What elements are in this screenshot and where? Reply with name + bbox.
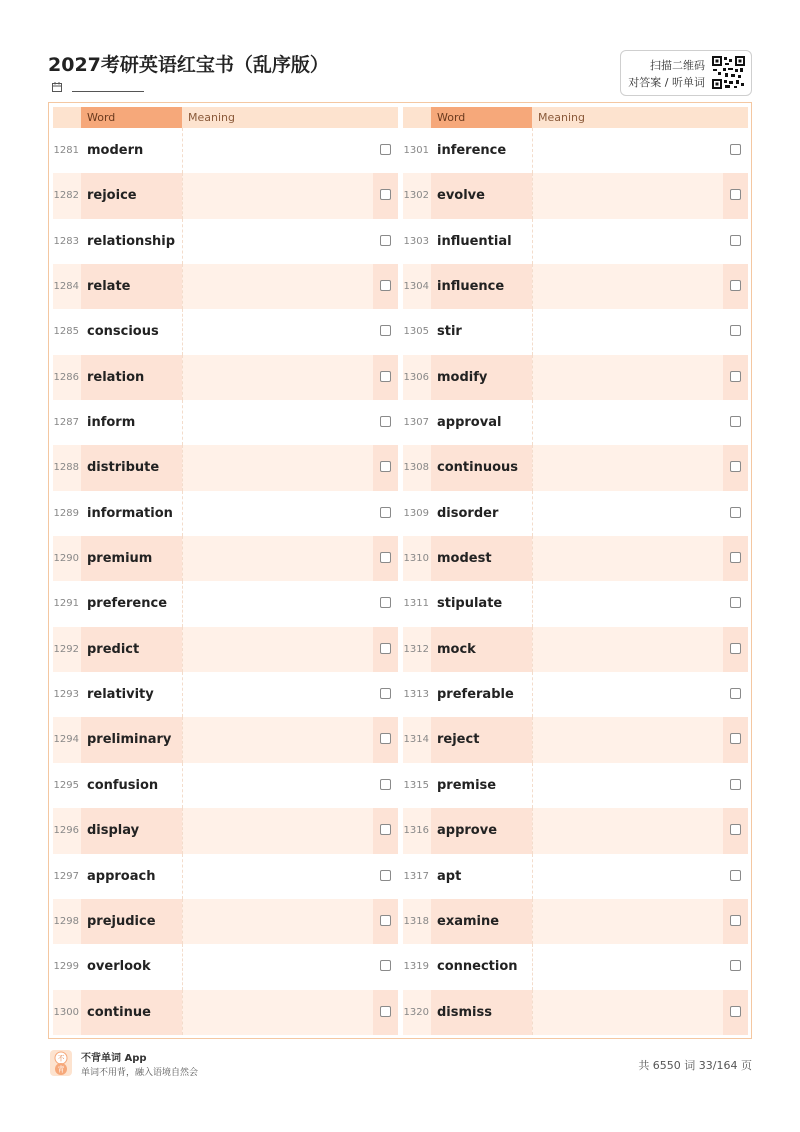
word-text: overlook: [87, 959, 151, 975]
meaning-cell[interactable]: [532, 899, 724, 944]
header-check-cell: [723, 107, 748, 128]
checkbox[interactable]: [730, 733, 741, 744]
meaning-cell[interactable]: [182, 445, 374, 490]
word-number: 1300: [53, 1006, 79, 1018]
checkbox[interactable]: [730, 461, 741, 472]
word-text: rejoice: [87, 188, 137, 204]
qr-panel[interactable]: [620, 50, 752, 96]
checkbox[interactable]: [380, 325, 391, 336]
meaning-cell[interactable]: [182, 990, 374, 1035]
checkbox[interactable]: [380, 507, 391, 518]
table-row: [53, 808, 398, 853]
meaning-cell[interactable]: [182, 672, 374, 717]
svg-text:背: 背: [57, 1065, 65, 1074]
meaning-cell[interactable]: [182, 808, 374, 853]
table-body: [403, 128, 748, 1035]
table-row: [53, 264, 398, 309]
word-text: approach: [87, 868, 156, 884]
table-row: [403, 536, 748, 581]
checkbox[interactable]: [730, 779, 741, 790]
word-text: relation: [87, 369, 145, 385]
meaning-cell[interactable]: [532, 445, 724, 490]
word-number: 1313: [403, 689, 429, 701]
word-number: 1281: [53, 145, 79, 156]
table-row: [403, 581, 748, 626]
table-row: [403, 128, 748, 173]
checkbox[interactable]: [730, 643, 741, 654]
vocab-table-right: [403, 107, 748, 1035]
checkbox[interactable]: [730, 235, 741, 246]
meaning-cell[interactable]: [532, 536, 724, 581]
meaning-cell[interactable]: [182, 717, 374, 762]
word-text: predict: [87, 641, 140, 657]
word-text: dismiss: [437, 1004, 492, 1020]
word-number: 1289: [53, 507, 79, 519]
qr-caption-line1: 扫描二维码: [650, 59, 705, 72]
checkbox[interactable]: [380, 870, 391, 881]
word-number: 1305: [403, 326, 429, 338]
word-number: 1302: [403, 190, 429, 202]
checkbox[interactable]: [730, 688, 741, 699]
word-number: 1317: [403, 870, 429, 882]
word-number: 1318: [403, 915, 429, 927]
checkbox[interactable]: [730, 915, 741, 926]
checkbox[interactable]: [730, 960, 741, 971]
meaning-cell[interactable]: [532, 355, 724, 400]
word-number: 1307: [403, 417, 429, 429]
table-row: [403, 173, 748, 218]
date-field[interactable]: [72, 91, 144, 92]
checkbox[interactable]: [380, 235, 391, 246]
qr-caption: [628, 57, 705, 91]
table-row: [403, 627, 748, 672]
word-number: 1295: [53, 779, 79, 791]
word-text: approval: [437, 415, 502, 431]
meaning-cell[interactable]: [182, 309, 374, 354]
word-text: reject: [437, 732, 480, 748]
table-row: [53, 627, 398, 672]
table-row: [53, 128, 398, 173]
word-number: 1291: [53, 598, 79, 610]
svg-text:不: 不: [57, 1054, 65, 1063]
word-number: 1304: [403, 281, 429, 293]
word-text: premium: [87, 551, 153, 567]
checkbox[interactable]: [730, 189, 741, 200]
meaning-cell[interactable]: [532, 219, 724, 264]
header-word: Word: [431, 107, 532, 128]
checkbox[interactable]: [380, 280, 391, 291]
word-text: continue: [87, 1004, 151, 1020]
table-row: [403, 990, 748, 1035]
word-number: 1297: [53, 870, 79, 882]
meaning-cell[interactable]: [182, 219, 374, 264]
meaning-cell[interactable]: [182, 536, 374, 581]
word-text: mock: [437, 641, 476, 657]
header-meaning: Meaning: [182, 107, 373, 128]
word-text: display: [87, 823, 140, 839]
word-number: 1306: [403, 371, 429, 383]
header-word: Word: [81, 107, 182, 128]
table-row: [403, 854, 748, 899]
meaning-cell[interactable]: [182, 355, 374, 400]
checkbox[interactable]: [730, 597, 741, 608]
calendar-icon: [52, 82, 62, 92]
meaning-cell[interactable]: [182, 400, 374, 445]
table-row: [53, 173, 398, 218]
meaning-cell[interactable]: [532, 173, 724, 218]
word-text: continuous: [437, 460, 518, 476]
table-row: [403, 445, 748, 490]
word-text: apt: [437, 868, 462, 884]
table-row: [53, 717, 398, 762]
word-number: 1294: [53, 734, 79, 746]
table-row: [403, 491, 748, 536]
word-text: modify: [437, 369, 488, 385]
table-row: [403, 672, 748, 717]
table-row: [403, 899, 748, 944]
word-text: relate: [87, 279, 131, 295]
word-text: disorder: [437, 505, 499, 521]
table-row: [403, 400, 748, 445]
meaning-cell[interactable]: [182, 627, 374, 672]
table-row: [53, 491, 398, 536]
word-number: 1314: [403, 734, 429, 746]
table-row: [403, 309, 748, 354]
meaning-cell[interactable]: [532, 944, 724, 989]
checkbox[interactable]: [380, 733, 391, 744]
checkbox[interactable]: [380, 461, 391, 472]
word-text: modern: [87, 143, 144, 158]
word-text: relativity: [87, 687, 154, 703]
word-number: 1316: [403, 825, 429, 837]
checkbox[interactable]: [380, 144, 391, 155]
table-row: [53, 355, 398, 400]
word-text: examine: [437, 913, 500, 929]
checkbox[interactable]: [730, 144, 741, 155]
word-number: 1310: [403, 553, 429, 565]
word-text: connection: [437, 959, 518, 975]
word-number: 1293: [53, 689, 79, 701]
word-number: 1286: [53, 371, 79, 383]
meaning-cell[interactable]: [532, 264, 724, 309]
checkbox[interactable]: [380, 915, 391, 926]
table-row: [403, 219, 748, 264]
word-number: 1319: [403, 961, 429, 973]
word-number: 1303: [403, 235, 429, 247]
checkbox[interactable]: [730, 870, 741, 881]
header-meaning: Meaning: [532, 107, 723, 128]
checkbox[interactable]: [380, 960, 391, 971]
table-row: [403, 944, 748, 989]
meaning-cell[interactable]: [182, 944, 374, 989]
meaning-cell[interactable]: [182, 264, 374, 309]
app-slogan: 单词不用背，融入语境自然会: [81, 1068, 199, 1078]
table-row: [403, 355, 748, 400]
table-body: [53, 128, 398, 1035]
word-number: 1283: [53, 235, 79, 247]
word-text: modest: [437, 551, 492, 567]
word-text: confusion: [87, 777, 159, 793]
checkbox[interactable]: [730, 416, 741, 427]
table-header: [53, 107, 398, 128]
word-number: 1301: [403, 145, 429, 156]
vocab-table-left: [53, 107, 398, 1035]
checkbox[interactable]: [380, 597, 391, 608]
checkbox[interactable]: [730, 824, 741, 835]
checkbox[interactable]: [730, 325, 741, 336]
table-row: [53, 536, 398, 581]
meaning-cell[interactable]: [532, 128, 724, 173]
meaning-cell[interactable]: [532, 309, 724, 354]
meaning-cell[interactable]: [532, 491, 724, 536]
checkbox[interactable]: [380, 552, 391, 563]
meaning-cell[interactable]: [182, 581, 374, 626]
checkbox[interactable]: [380, 416, 391, 427]
meaning-cell[interactable]: [532, 808, 724, 853]
word-number: 1320: [403, 1006, 429, 1018]
word-number: 1296: [53, 825, 79, 837]
meaning-cell[interactable]: [182, 128, 374, 173]
table-row: [403, 264, 748, 309]
word-text: influence: [437, 279, 505, 295]
table-row: [53, 763, 398, 808]
word-number: 1312: [403, 643, 429, 655]
meaning-cell[interactable]: [182, 854, 374, 899]
table-row: [53, 219, 398, 264]
word-text: evolve: [437, 188, 485, 204]
word-text: stipulate: [437, 596, 503, 612]
word-text: conscious: [87, 324, 159, 340]
word-number: 1308: [403, 462, 429, 474]
word-text: preference: [87, 596, 168, 612]
word-number: 1315: [403, 779, 429, 791]
meaning-cell[interactable]: [532, 672, 724, 717]
meaning-cell[interactable]: [182, 899, 374, 944]
word-text: premise: [437, 777, 497, 793]
word-text: relationship: [87, 233, 176, 249]
checkbox[interactable]: [380, 688, 391, 699]
app-logo-icon: [50, 1050, 72, 1076]
meaning-cell[interactable]: [532, 581, 724, 626]
table-row: [53, 309, 398, 354]
table-row: [53, 445, 398, 490]
header-number-cell: [403, 107, 431, 128]
word-number: 1285: [53, 326, 79, 338]
meaning-cell[interactable]: [182, 491, 374, 536]
word-text: preferable: [437, 687, 514, 703]
word-number: 1299: [53, 961, 79, 973]
page-info: 共 6550 词 33/164 页: [638, 1059, 752, 1072]
word-text: distribute: [87, 460, 160, 476]
word-number: 1287: [53, 417, 79, 429]
word-text: inform: [87, 415, 136, 431]
word-number: 1288: [53, 462, 79, 474]
table-row: [53, 944, 398, 989]
qr-caption-line2: 对答案 / 听单词: [628, 76, 705, 89]
page-title: 2027考研英语红宝书（乱序版）: [48, 54, 329, 76]
table-row: [53, 400, 398, 445]
word-text: influential: [437, 233, 512, 249]
word-text: preliminary: [87, 732, 172, 748]
word-number: 1290: [53, 553, 79, 565]
meaning-cell[interactable]: [182, 173, 374, 218]
meaning-cell[interactable]: [532, 400, 724, 445]
word-text: approve: [437, 823, 498, 839]
checkbox[interactable]: [380, 824, 391, 835]
table-row: [403, 808, 748, 853]
word-number: 1284: [53, 281, 79, 293]
table-row: [53, 854, 398, 899]
app-name: 不背单词 App: [81, 1053, 147, 1064]
checkbox[interactable]: [380, 371, 391, 382]
word-number: 1298: [53, 915, 79, 927]
word-number: 1311: [403, 598, 429, 610]
checkbox[interactable]: [380, 189, 391, 200]
qr-code-icon[interactable]: [712, 56, 745, 89]
meaning-cell[interactable]: [532, 854, 724, 899]
checkbox[interactable]: [730, 1006, 741, 1017]
header-number-cell: [53, 107, 81, 128]
word-text: inference: [437, 143, 507, 158]
meaning-cell[interactable]: [532, 717, 724, 762]
checkbox[interactable]: [380, 1006, 391, 1017]
word-number: 1292: [53, 643, 79, 655]
word-text: prejudice: [87, 913, 156, 929]
meaning-cell[interactable]: [532, 990, 724, 1035]
table-row: [53, 990, 398, 1035]
table-row: [403, 763, 748, 808]
word-number: 1309: [403, 507, 429, 519]
header-check-cell: [373, 107, 398, 128]
meaning-cell[interactable]: [532, 627, 724, 672]
checkbox[interactable]: [730, 371, 741, 382]
table-row: [53, 581, 398, 626]
table-row: [53, 672, 398, 717]
table-row: [403, 717, 748, 762]
checkbox[interactable]: [730, 552, 741, 563]
table-row: [53, 899, 398, 944]
table-header: [403, 107, 748, 128]
checkbox[interactable]: [380, 779, 391, 790]
checkbox[interactable]: [730, 507, 741, 518]
meaning-cell[interactable]: [182, 763, 374, 808]
checkbox[interactable]: [380, 643, 391, 654]
word-text: stir: [437, 324, 462, 340]
word-number: 1282: [53, 190, 79, 202]
checkbox[interactable]: [730, 280, 741, 291]
word-text: information: [87, 505, 173, 521]
meaning-cell[interactable]: [532, 763, 724, 808]
